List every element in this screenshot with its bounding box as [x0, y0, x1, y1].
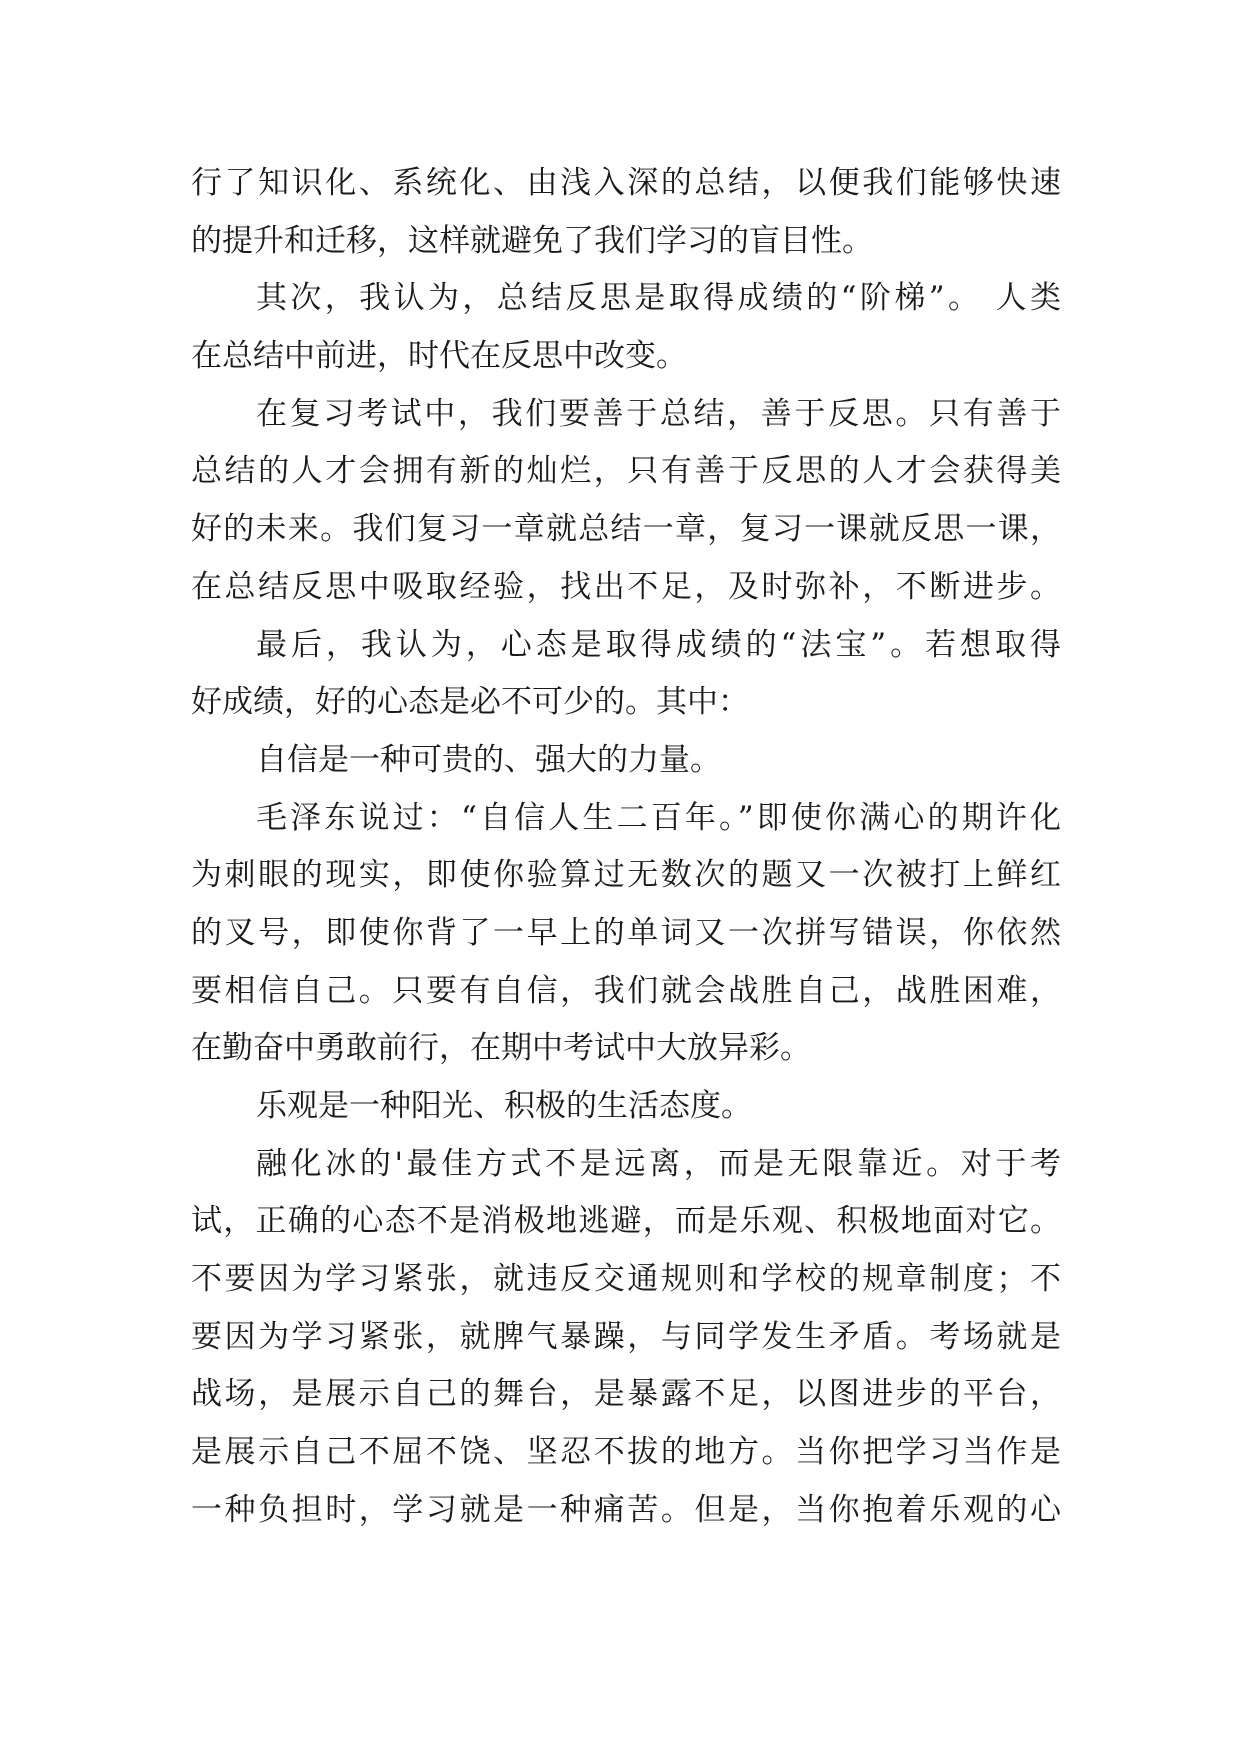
text-line: 好成绩，好的心态是必不可少的。其中：	[191, 684, 749, 721]
text-line: 自信是一种可贵的、强大的力量。	[256, 741, 721, 778]
text-line: 乐观是一种阳光、积极的生活态度。	[256, 1088, 752, 1124]
text-line: 要相信自己。只要有自信，我们就会战胜自己，战胜困难，	[191, 972, 1061, 1009]
text-line: 总结的人才会拥有新的灿烂，只有善于反思的人才会获得美	[191, 453, 1061, 490]
text-line: 的叉号，即使你背了一早上的单词又一次拼写错误，你依然	[191, 914, 1061, 951]
text-line: 在总结中前进，时代在反思中改变。	[191, 338, 687, 375]
text-line: 为刺眼的现实，即使你验算过无数次的题又一次被打上鲜红	[191, 857, 1061, 894]
text-line: 融化冰的'最佳方式不是远离，而是无限靠近。对于考	[256, 1145, 1061, 1182]
text-line: 毛泽东说过：“自信人生二百年。”即使你满心的期许化	[256, 799, 1061, 836]
text-line: 在复习考试中，我们要善于总结，善于反思。只有善于	[256, 395, 1061, 432]
text-line: 是展示自己不屈不饶、坚忍不拔的地方。当你把学习当作是	[191, 1434, 1061, 1471]
text-line: 行了知识化、系统化、由浅入深的总结，以便我们能够快速	[191, 165, 1061, 201]
text-line: 一种负担时，学习就是一种痛苦。但是，当你抱着乐观的心	[191, 1491, 1061, 1528]
text-line: 好的未来。我们复习一章就总结一章，复习一课就反思一课，	[191, 511, 1061, 548]
text-line: 其次，我认为，总结反思是取得成绩的“阶梯”。 人类	[256, 280, 1061, 317]
text-line: 试，正确的心态不是消极地逃避，而是乐观、积极地面对它。	[191, 1203, 1061, 1240]
text-line: 在勤奋中勇敢前行，在期中考试中大放异彩。	[191, 1030, 811, 1067]
text-line: 最后，我认为，心态是取得成绩的“法宝”。若想取得	[256, 626, 1061, 663]
text-line: 要因为学习紧张，就脾气暴躁，与同学发生矛盾。考场就是	[191, 1318, 1061, 1355]
text-line: 战场，是展示自己的舞台，是暴露不足，以图进步的平台，	[191, 1376, 1061, 1413]
text-line: 在总结反思中吸取经验，找出不足，及时弥补，不断进步。	[191, 568, 1061, 605]
text-line: 不要因为学习紧张，就违反交通规则和学校的规章制度；不	[191, 1261, 1061, 1298]
body-text	[191, 155, 1061, 1540]
text-line: 的提升和迁移，这样就避免了我们学习的盲目性。	[191, 222, 873, 259]
